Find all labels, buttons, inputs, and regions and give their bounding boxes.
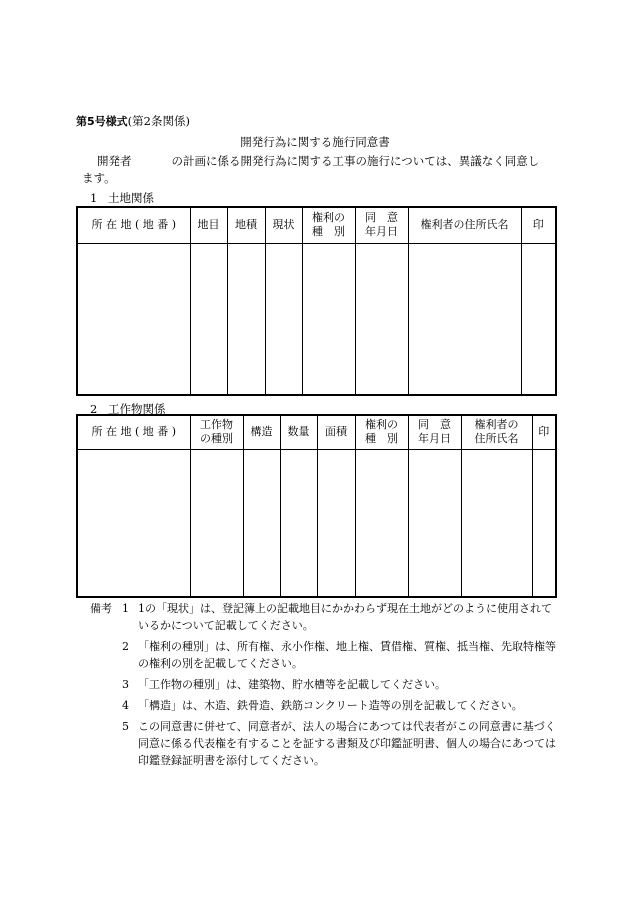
cell-quantity[interactable] [280,449,317,597]
cell-holder[interactable] [461,449,532,597]
cell-consent-date[interactable] [355,243,408,395]
header-area: 面積 [317,415,355,449]
note-number: 3 [122,678,129,691]
cell-area[interactable] [227,243,265,395]
land-table [76,206,557,396]
table-row [77,243,556,395]
section-1-number: 1 [90,191,98,205]
header-seal: 印 [521,207,556,243]
cell-consent-date[interactable] [408,449,461,597]
header-location: 所 在 地 ( 地 番 ) [77,415,190,449]
cell-seal[interactable] [521,243,556,395]
cell-seal[interactable] [532,449,556,597]
intro-developer-label: 開発者 [97,154,132,168]
form-reference: (第2条関係) [127,114,190,128]
cell-area[interactable] [317,449,355,597]
note-item-5 [90,718,560,769]
cell-land-category[interactable] [190,243,227,395]
note-number: 1 [122,602,129,615]
note-number: 4 [122,699,129,712]
cell-location[interactable] [77,449,190,597]
note-item-3 [90,676,560,693]
section-2-label: 工作物関係 [108,402,166,416]
header-right-type: 権利の 種 別 [355,415,408,449]
intro-statement: の計画に係る開発行為に関する工事の施行については、異議なく同意し [171,154,540,168]
intro-line-1 [97,153,539,169]
table-row [77,449,556,597]
notes-heading: 備考 [90,602,112,615]
note-text: 「工作物の種別」は、建築物、貯水槽等を記載してください。 [138,678,446,691]
header-structure-type: 工作物 の種別 [190,415,243,449]
header-land-category: 地目 [190,207,227,243]
form-number: 第5号様式 [76,115,128,128]
note-number: 2 [122,640,129,653]
cell-structure-type[interactable] [190,449,243,597]
header-current-status: 現状 [265,207,302,243]
notes-section [90,600,560,773]
header-holder: 権利者の 住所氏名 [461,415,532,449]
header-seal: 印 [532,415,556,449]
note-text: 「構造」は、木造、鉄骨造、鉄筋コンクリート造等の別を記載してください。 [138,699,523,712]
header-location: 所 在 地 ( 地 番 ) [77,207,190,243]
header-construction: 構造 [243,415,280,449]
section-1-heading [90,190,154,206]
header-holder: 権利者の住所氏名 [408,207,521,243]
header-consent-date: 同 意 年月日 [355,207,408,243]
note-text: 1の「現状」は、登記簿上の記載地目にかかわらず現在土地がどのように使用されているかについて記載してください。 [138,602,552,632]
section-2-number: 2 [90,402,98,416]
note-text: この同意書に併せて、同意者が、法人の場合にあつては代表者がこの同意書に基づく同意に係る代表権を有することを証する書類及び印鑑証明書、個人の場合にあつては印鑑登録証明書を添付してください。 [138,720,556,767]
cell-right-type[interactable] [355,449,408,597]
note-item-1 [90,600,560,634]
note-number: 5 [122,720,129,733]
header-right-type: 権利の 種 別 [302,207,355,243]
form-number-line [76,113,190,129]
cell-holder[interactable] [408,243,521,395]
header-area: 地積 [227,207,265,243]
intro-line-2: ます。 [82,171,116,185]
cell-location[interactable] [77,243,190,395]
header-quantity: 数量 [280,415,317,449]
section-1-label: 土地関係 [108,191,154,205]
header-consent-date: 同 意 年月日 [408,415,461,449]
structure-table [76,414,557,598]
document-title: 開発行為に関する施行同意書 [240,135,390,149]
note-item-4 [90,697,560,714]
cell-construction[interactable] [243,449,280,597]
note-item-2 [90,638,560,672]
note-text: 「権利の種別」は、所有権、永小作権、地上権、賃借権、質権、抵当権、先取特権等の権利の別を記載してください。 [138,640,556,670]
cell-current-status[interactable] [265,243,302,395]
cell-right-type[interactable] [302,243,355,395]
